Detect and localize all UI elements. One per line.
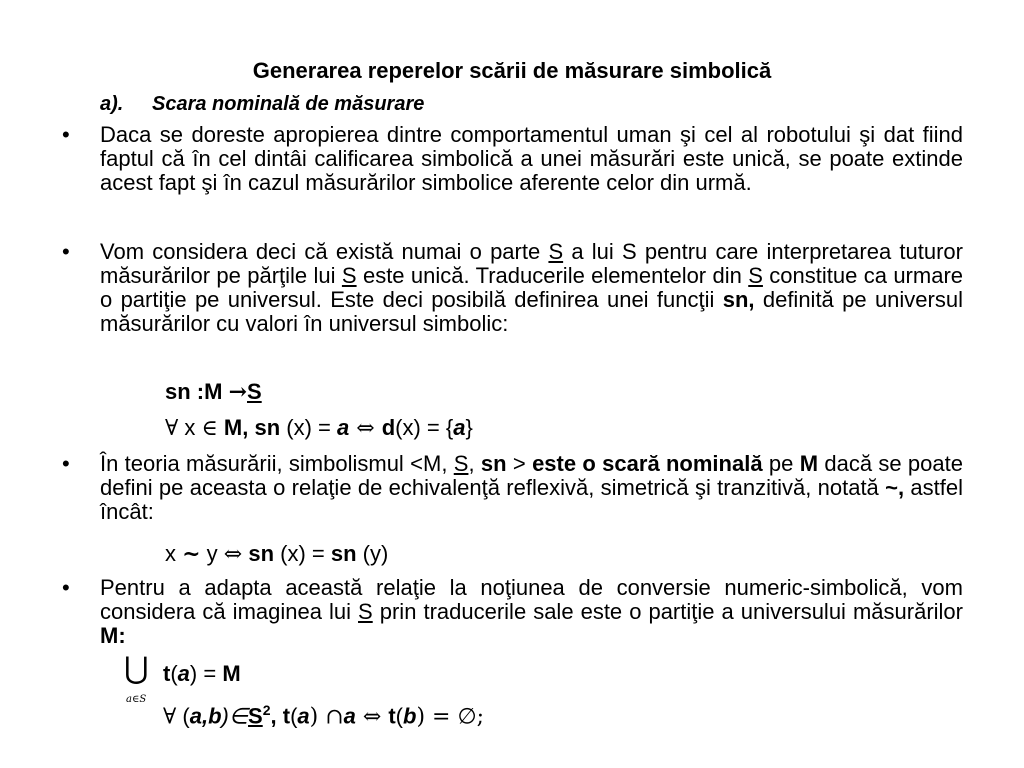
- set-M: M: [799, 451, 819, 476]
- iff-icon: ⇔: [349, 416, 382, 441]
- function-t: t: [163, 661, 171, 686]
- set-S-underlined: S: [358, 599, 373, 624]
- symbol-a: a: [343, 703, 356, 729]
- iff-icon: ⇔: [223, 542, 243, 567]
- function-sn: sn: [480, 451, 507, 476]
- codomain-S: S: [247, 379, 262, 404]
- formula-forall-definition: [165, 414, 473, 443]
- set-M: M: [222, 661, 241, 686]
- symbol-a: a: [297, 703, 310, 729]
- bullet-4-text-2: prin traducerile sale este o partiţie a universului măsurărilor: [372, 599, 963, 624]
- nominal-scale-emphasis: este o scară nominală: [532, 451, 763, 476]
- domain-M: :M: [190, 379, 229, 404]
- set-M: M,: [217, 415, 255, 440]
- bullet-3-text-6: astfel încât:: [100, 475, 963, 524]
- element-of-icon: ∈: [201, 416, 218, 441]
- function-t: t: [282, 703, 291, 729]
- set-M: M:: [100, 623, 126, 648]
- formula-text: (x) =: [274, 541, 331, 566]
- formula-text: (y): [356, 541, 389, 566]
- formula-text: (: [395, 703, 403, 729]
- var-x: x: [178, 415, 202, 440]
- union-subscript: a∈S: [126, 694, 147, 705]
- bullet-dot: •: [62, 575, 70, 600]
- bullet-3-text-2: ,: [468, 451, 481, 476]
- symbol-a: a: [337, 415, 350, 440]
- function-sn: sn: [254, 415, 281, 440]
- bullet-3-text-3: >: [506, 451, 533, 476]
- set-S-underlined: S: [453, 451, 469, 476]
- union-icon: ⋃: [124, 651, 149, 686]
- formula-disjoint: [163, 696, 484, 731]
- bullet-2-text-4: constitue ca urmare o partiţie pe universul. Este deci posibilă definirea unei funcţii: [100, 263, 964, 312]
- set-S-underlined: S: [248, 703, 263, 729]
- formula-text: (: [176, 703, 190, 729]
- tilde-icon: ~: [182, 541, 201, 567]
- function-sn: sn: [242, 541, 275, 566]
- bullet-dot: •: [62, 239, 70, 264]
- set-S-underlined: S: [548, 239, 564, 264]
- element-of-icon: )∈: [221, 703, 249, 729]
- function-sn: sn,: [722, 287, 755, 312]
- formula-equivalence: [165, 540, 388, 569]
- function-sn: sn: [165, 379, 191, 404]
- bullet-3-text-5: dacă se poate defini pe aceasta o relaţie de echivalenţă reflexivă, simetrică şi tranzitivă, notată: [100, 451, 963, 500]
- section-label: a).: [100, 93, 124, 115]
- formula-union: [163, 660, 241, 688]
- bullet-3-text-1: În teoria măsurării, simbolismul <M,: [100, 451, 454, 476]
- bullet-dot: •: [62, 122, 70, 147]
- bullet-1-text: Daca se doreste apropierea dintre comportamentul uman şi cel al robotului şi dat fiind faptul că în cel dintâi calificarea simbolică a unei măsurări este unică, se poate extinde acest fapt şi în cazul măsurărilor simbolice aferente celor din urmă.: [100, 122, 963, 195]
- bullet-2: [62, 239, 964, 336]
- formula-text: ) =: [189, 661, 223, 686]
- function-sn: sn: [330, 541, 357, 566]
- bullet-4: [62, 575, 963, 648]
- formula-text: (x) = {: [395, 415, 454, 440]
- symbol-a: a: [453, 415, 466, 440]
- forall-icon: ∀: [165, 416, 179, 441]
- formula-text: }: [465, 415, 473, 440]
- formula-text: (x) =: [280, 415, 338, 440]
- function-d: d: [381, 415, 396, 440]
- bullet-2-text-3: este unică. Traducerile elementelor din: [356, 263, 749, 288]
- arrow-right-icon: →: [228, 379, 248, 405]
- formula-text: (: [290, 703, 298, 729]
- var-y: y: [200, 541, 224, 566]
- superscript-2: 2: [262, 702, 271, 718]
- var-x: x: [165, 541, 183, 566]
- bullet-3: [62, 451, 963, 524]
- tilde-relation: ~,: [885, 475, 905, 500]
- bullet-1: [62, 122, 963, 195]
- slide-title: Generarea reperelor scării de măsurare simbolică: [252, 58, 772, 83]
- function-t: t: [388, 703, 396, 729]
- forall-icon: ∀: [163, 704, 177, 730]
- bullet-2-text-2: a lui S pentru care interpretarea tuturor măsurărilor pe părţile lui: [100, 239, 963, 288]
- pair-ab: a,b: [189, 703, 222, 729]
- intersection-icon: ) ∩: [309, 704, 344, 730]
- bullet-dot: •: [62, 451, 70, 476]
- formula-text: ,: [270, 703, 283, 729]
- formula-text: (: [170, 661, 178, 686]
- formula-sn-mapping: [165, 378, 262, 406]
- bullet-3-text-4: pe: [762, 451, 800, 476]
- set-S-underlined: S: [748, 263, 763, 288]
- bullet-4-text-1: Pentru a adapta această relaţie la noţiunea de conversie numeric-simbolică, vom considera că imaginea lui: [100, 575, 963, 624]
- bullet-2-text-1: Vom considera deci că există numai o parte: [100, 239, 549, 264]
- symbol-a: a: [177, 661, 190, 686]
- section-text: Scara nominală de măsurare: [152, 93, 425, 115]
- empty-set-icon: ) = ∅;: [416, 704, 485, 730]
- bullet-2-text-5: definită pe universul măsurărilor cu valori în universul simbolic:: [100, 287, 963, 336]
- iff-icon: ⇔: [355, 704, 389, 730]
- symbol-b: b: [403, 703, 417, 729]
- set-S-underlined: S: [341, 263, 357, 288]
- section-subtitle: [100, 90, 424, 118]
